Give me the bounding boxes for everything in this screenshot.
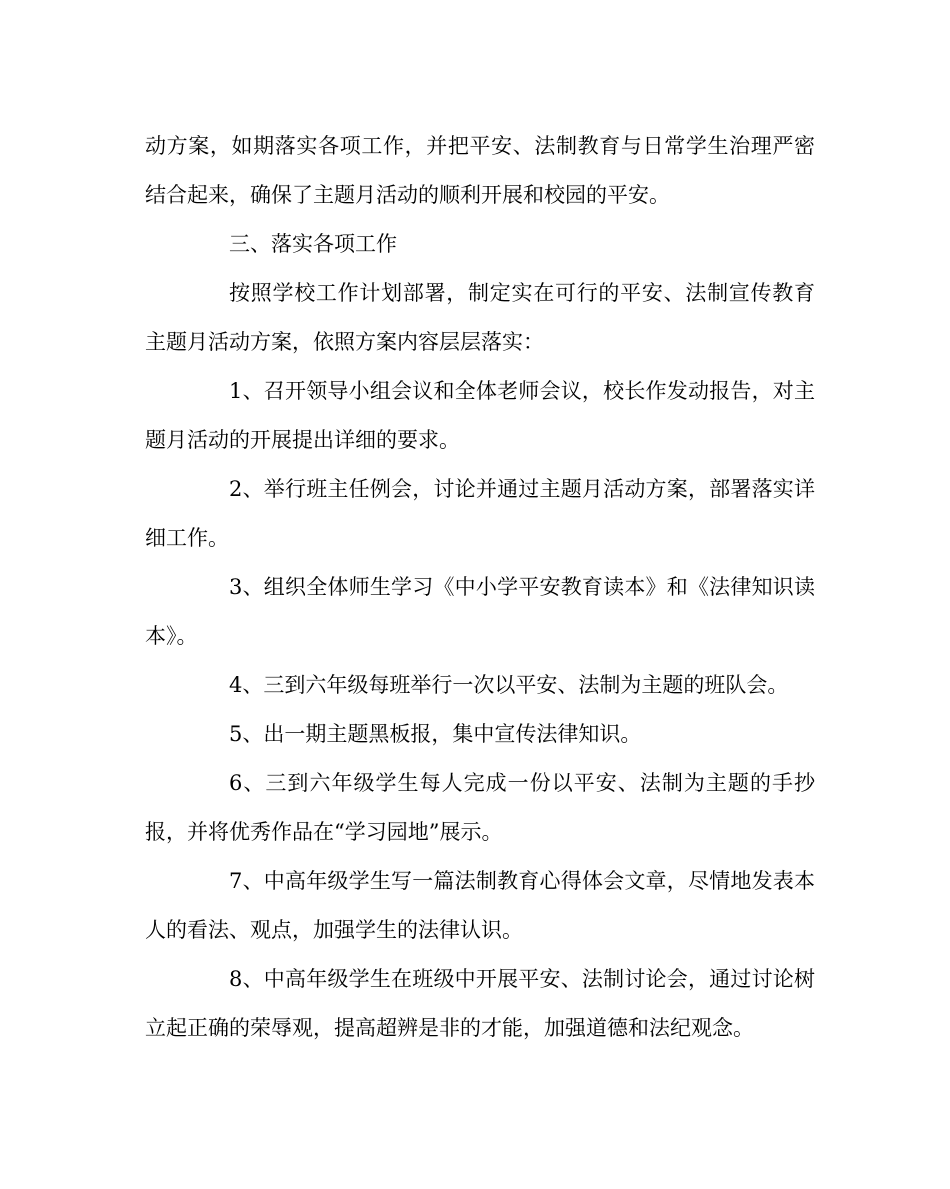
list-item-6: 6、三到六年级学生每人完成一份以平安、法制为主题的手抄报，并将优秀作品在“学习园地”展示。 [145, 771, 815, 844]
list-item-5: 5、出一期主题黑板报，集中宣传法律知识。 [229, 722, 642, 746]
paragraph-intro: 按照学校工作计划部署，制定实在可行的平安、法制宣传教育主题月活动方案，依照方案内容层层落实： [145, 281, 815, 354]
list-item-4: 4、三到六年级每班举行一次以平安、法制为主题的班队会。 [229, 673, 789, 697]
list-item-7: 7、中高年级学生写一篇法制教育心得体会文章，尽情地发表本人的看法、观点，加强学生的法律认识。 [145, 869, 815, 942]
list-item-8: 8、中高年级学生在班级中开展平安、法制讨论会，通过讨论树立起正确的荣辱观，提高超辨是非的才能，加强道德和法纪观念。 [145, 967, 815, 1040]
paragraph-continuation: 动方案，如期落实各项工作，并把平安、法制教育与日常学生治理严密结合起来，确保了主题月活动的顺利开展和校园的平安。 [145, 134, 815, 207]
section-heading: 三、落实各项工作 [229, 232, 397, 256]
list-item-2: 2、举行班主任例会，讨论并通过主题月活动方案，部署落实详细工作。 [145, 477, 815, 550]
list-item-3: 3、组织全体师生学习《中小学平安教育读本》和《法律知识读本》。 [145, 575, 815, 648]
list-item-1: 1、召开领导小组会议和全体老师会议，校长作发动报告，对主题月活动的开展提出详细的要求。 [145, 379, 815, 452]
document-body [145, 122, 815, 1053]
